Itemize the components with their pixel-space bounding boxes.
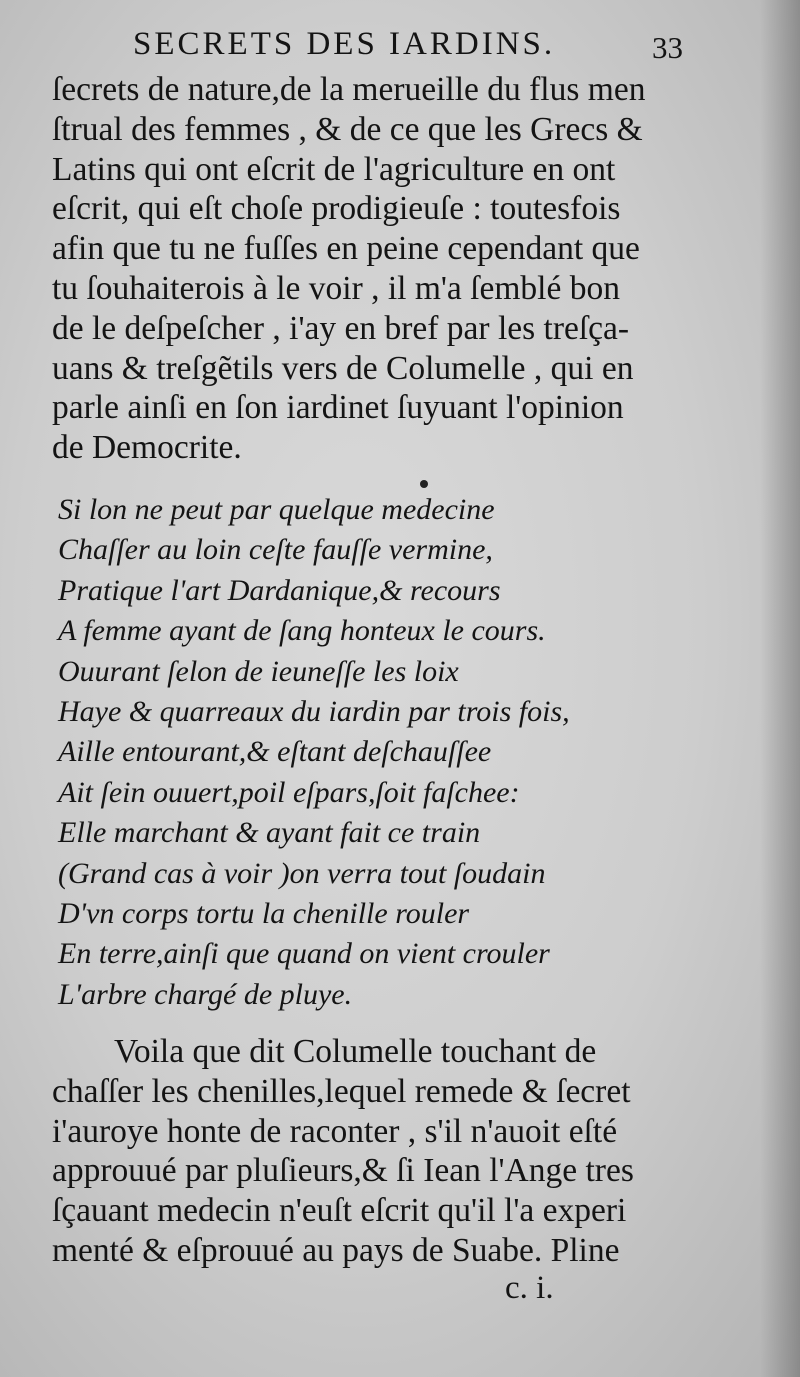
text-line: afin que tu ne fuſſes en peine cependant que [52,230,640,268]
page-number: 33 [652,30,683,65]
text-line: ſecrets de nature,de la merueille du flus men [52,71,646,108]
verse-block [58,490,698,1015]
text-line: menté & eſprouué au pays de Suabe. Pline [52,1231,620,1269]
prose-paragraph-1 [52,70,692,468]
verse-line: Ait ſein ouuert,poil eſpars,ſoit faſchee: [58,775,520,809]
verse-line: D'vn corps tortu la chenille rouler [58,896,470,930]
verse-line: Pratique l'art Dardanique,& recours [58,573,501,607]
verse-line: Aille entourant,& eſtant deſchauſſee [58,735,492,769]
text-line: Voila que dit Columelle touchant de [114,1033,597,1070]
text-line: uans & treſgẽtils vers de Columelle , qui en [52,349,634,387]
text-line: i'auroye honte de raconter , s'il n'auoit eſté [52,1112,618,1150]
verse-line: En terre,ainſi que quand on vient crouler [58,937,550,971]
text-line: chaſſer les chenilles,lequel remede & ſecret [52,1072,631,1110]
verse-line: (Grand cas à voir )on verra tout ſoudain [58,856,546,890]
verse-line: Ouurant ſelon de ieuneſſe les loix [58,654,459,688]
page-header [0,26,800,70]
running-title: SECRETS DES IARDINS. [133,26,556,62]
text-line: eſcrit, qui eſt choſe prodigieuſe : toutesfois [52,190,621,228]
text-line: de le deſpeſcher , i'ay en bref par les treſça- [52,309,630,347]
text-line: de Democrite. [52,429,242,467]
prose-paragraph-2 [52,1032,692,1271]
text-line: ſçauant medecin n'euſt eſcrit qu'il l'a experi [52,1192,627,1230]
verse-line: L'arbre chargé de pluye. [58,977,353,1011]
verse-line: Si lon ne peut par quelque medecine [58,493,495,526]
verse-line: Haye & quarreaux du iardin par trois fois, [58,694,570,728]
page-edge-shadow [760,0,800,1377]
text-line: Latins qui ont eſcrit de l'agriculture en ont [52,150,616,188]
text-line: approuué par pluſieurs,& ſi Iean l'Ange tres [52,1152,634,1190]
text-line: ſtrual des femmes , & de ce que les Grecs & [52,110,643,148]
verse-line: Chaſſer au loin ceſte fauſſe vermine, [58,533,493,567]
verse-dot-mark [420,480,428,488]
verse-line: A femme ayant de ſang honteux le cours. [58,614,546,648]
text-line: tu ſouhaiterois à le voir , il m'a ſemblé bon [52,269,620,307]
verse-line: Elle marchant & ayant fait ce train [58,816,481,850]
text-line: parle ainſi en ſon iardinet ſuyuant l'opinion [52,389,624,427]
signature-mark: c. i. [505,1270,554,1306]
